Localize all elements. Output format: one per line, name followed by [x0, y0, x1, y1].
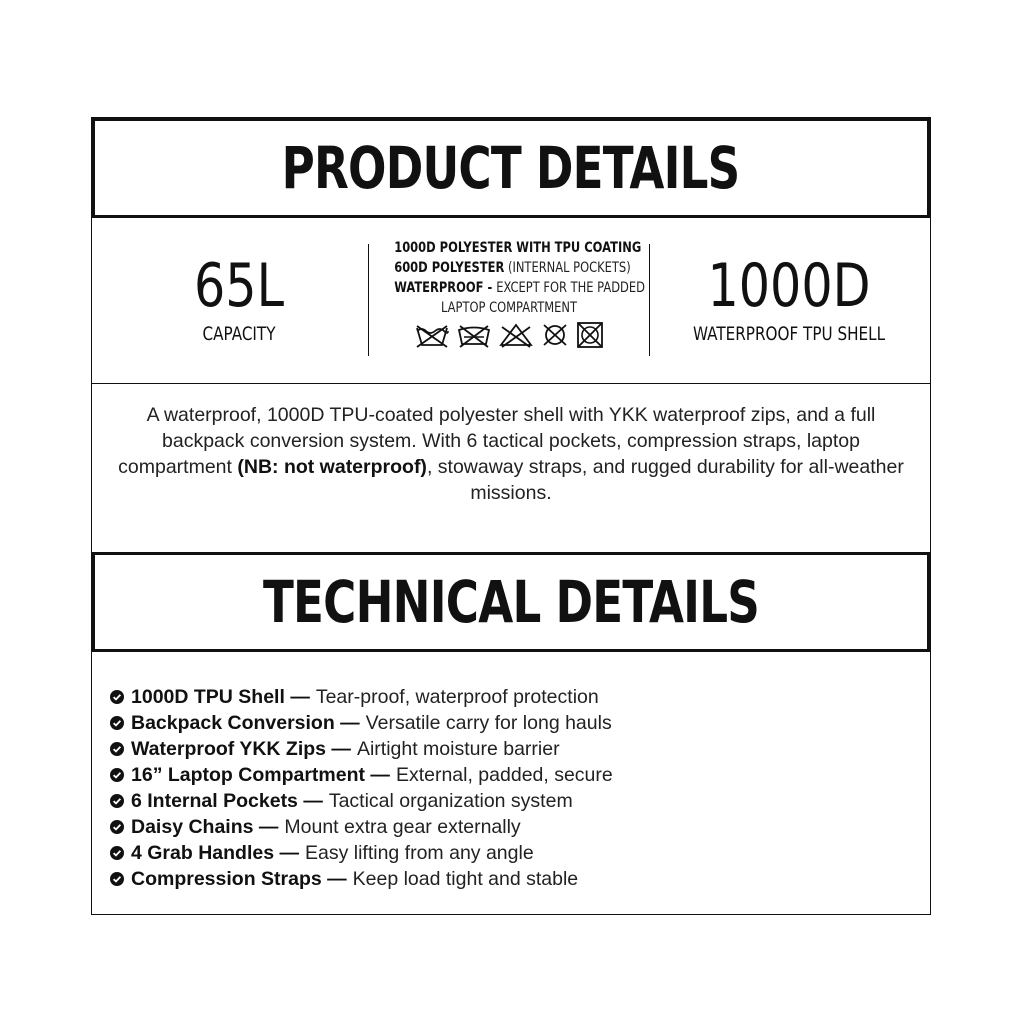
care-icons — [369, 322, 649, 348]
do-not-dry-clean-icon — [456, 322, 492, 348]
material-line-4: LAPTOP COMPARTMENT — [441, 300, 577, 316]
check-circle-icon — [110, 690, 124, 704]
check-circle-icon — [110, 820, 124, 834]
divider — [649, 244, 650, 356]
material-line-1: 1000D POLYESTER WITH TPU COATING — [394, 240, 642, 256]
list-item: 1000D TPU Shell — Tear-proof, waterproof protection — [110, 684, 613, 710]
do-not-bleach-icon — [498, 322, 534, 348]
check-circle-icon — [110, 794, 124, 808]
list-item: 4 Grab Handles — Easy lifting from any angle — [110, 840, 613, 866]
technical-details-title: TECHNICAL DETAILS — [262, 568, 760, 636]
check-circle-icon — [110, 716, 124, 730]
capacity-value: 65L — [193, 251, 285, 321]
do-not-iron-icon — [540, 322, 570, 348]
do-not-wash-icon — [414, 322, 450, 348]
shell-stat — [654, 252, 924, 346]
specs-row — [92, 218, 930, 384]
technical-details-banner — [92, 552, 930, 652]
check-circle-icon — [110, 872, 124, 886]
shell-label: WATERPROOF TPU SHELL — [692, 323, 886, 345]
features-list — [110, 684, 613, 892]
list-item: Backpack Conversion — Versatile carry for long hauls — [110, 710, 613, 736]
product-details-banner — [92, 118, 930, 218]
shell-value: 1000D — [707, 251, 871, 321]
material-line-2: 600D POLYESTER (INTERNAL POCKETS) — [394, 260, 631, 276]
do-not-tumble-dry-icon — [576, 322, 604, 348]
product-details-title: PRODUCT DETAILS — [282, 134, 740, 202]
product-card — [91, 117, 931, 915]
capacity-stat — [104, 252, 374, 346]
description-section — [92, 384, 930, 552]
list-item: Waterproof YKK Zips — Airtight moisture barrier — [110, 736, 613, 762]
capacity-label: CAPACITY — [202, 323, 276, 345]
check-circle-icon — [110, 768, 124, 782]
material-info — [369, 238, 649, 348]
list-item: 16” Laptop Compartment — External, padded, secure — [110, 762, 613, 788]
material-line-3: WATERPROOF - EXCEPT FOR THE PADDED — [394, 280, 645, 296]
list-item: 6 Internal Pockets — Tactical organization system — [110, 788, 613, 814]
list-item: Daisy Chains — Mount extra gear externally — [110, 814, 613, 840]
description-text: A waterproof, 1000D TPU-coated polyester shell with YKK waterproof zips, and a full backpack conversion system. With 6 tactical pockets, compression straps, laptop compartment (NB: not waterproof), stowaway straps, and rugged durability for all-weather missions. — [118, 404, 904, 504]
check-circle-icon — [110, 846, 124, 860]
check-circle-icon — [110, 742, 124, 756]
list-item: Compression Straps — Keep load tight and stable — [110, 866, 613, 892]
